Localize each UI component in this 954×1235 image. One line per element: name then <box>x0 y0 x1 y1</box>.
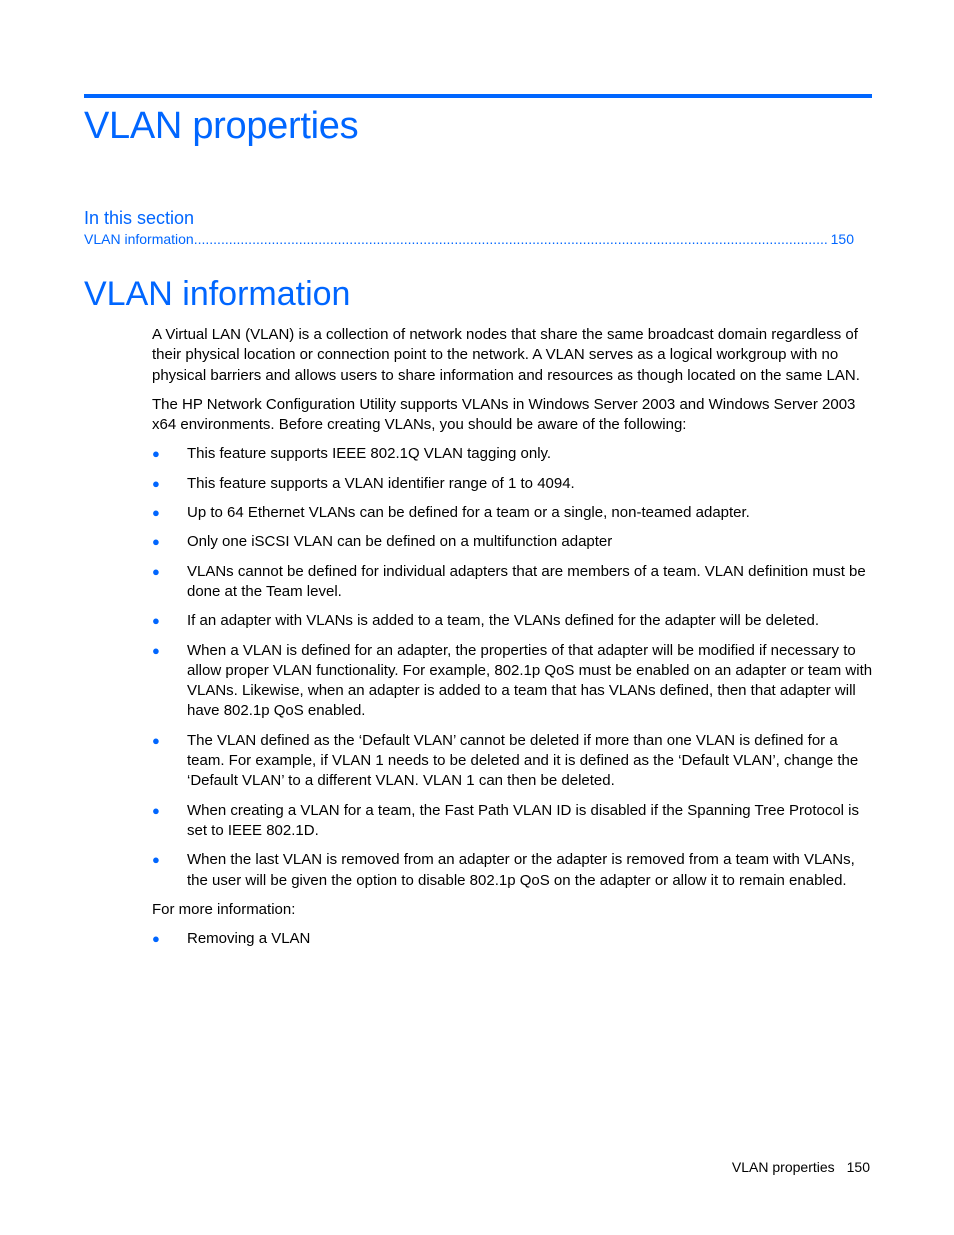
paragraph: A Virtual LAN (VLAN) is a collection of network nodes that share the same broadcast domain regardless of their physical location or connection point to the network. A VLAN serves as a logical workgroup with no physical barriers and allows users to share information and resources as though located on the same LAN. <box>152 326 860 384</box>
considerations-list <box>152 444 874 890</box>
list-item <box>152 474 874 494</box>
list-item-text: Only one iSCSI VLAN can be defined on a multifunction adapter <box>187 533 613 551</box>
more-info-link[interactable]: Removing a VLAN <box>187 930 311 948</box>
list-item-text: VLANs cannot be defined for individual adapters that are members of a team. VLAN definition must be done at the Team level. <box>187 562 866 600</box>
chapter-rule <box>84 94 872 98</box>
toc-entry-page[interactable]: 150 <box>830 231 854 247</box>
list-item <box>152 850 874 891</box>
list-item-text: When the last VLAN is removed from an adapter or the adapter is removed from a team with VLANs, the user will be given the option to disable 802.1p QoS on the adapter or allow it to remain enabled. <box>187 851 855 889</box>
more-info-list <box>152 929 874 949</box>
list-item <box>152 641 874 722</box>
list-item-text: When a VLAN is defined for an adapter, the properties of that adapter will be modified if necessary to allow proper VLAN functionality. For example, 802.1p QoS must be enabled on an adapter or team with VLANs. Likewise, when an adapter is added to a team that has VLANs defined, then that adapter will have 802.1p QoS enabled. <box>187 641 873 720</box>
list-item[interactable] <box>152 929 874 949</box>
bullet-icon: ● <box>152 852 160 868</box>
bullet-icon: ● <box>152 802 160 818</box>
footer-label: VLAN properties <box>731 1159 835 1175</box>
bullet-icon: ● <box>152 732 160 748</box>
list-item <box>152 562 874 603</box>
bullet-icon: ● <box>152 642 160 658</box>
toc-entry-vlan-information[interactable] <box>84 230 854 248</box>
footer-page-number: 150 <box>846 1159 870 1175</box>
list-item-text: Up to 64 Ethernet VLANs can be defined for a team or a single, non-teamed adapter. <box>187 504 750 522</box>
toc-entry-label[interactable]: VLAN information <box>84 231 194 247</box>
list-item-text: When creating a VLAN for a team, the Fast Path VLAN ID is disabled if the Spanning Tree Protocol is set to IEEE 802.1D. <box>187 801 860 839</box>
section-body <box>152 325 874 958</box>
page-footer <box>732 1157 870 1177</box>
bullet-icon: ● <box>152 505 160 521</box>
paragraph: The HP Network Configuration Utility supports VLANs in Windows Server 2003 and Windows Server 2003 x64 environments. Before creating VLANs, you should be aware of the following: <box>152 395 856 434</box>
bullet-icon: ● <box>152 475 160 491</box>
list-item-text: This feature supports a VLAN identifier range of 1 to 4094. <box>187 474 575 492</box>
bullet-icon: ● <box>152 613 160 629</box>
list-item <box>152 801 874 842</box>
more-info-label: For more information: <box>152 900 296 918</box>
list-item <box>152 444 874 464</box>
list-item <box>152 503 874 523</box>
list-item-text: If an adapter with VLANs is added to a team, the VLANs defined for the adapter will be deleted. <box>187 612 820 630</box>
list-item-text: This feature supports IEEE 802.1Q VLAN tagging only. <box>187 445 552 463</box>
bullet-icon: ● <box>152 563 160 579</box>
bullet-icon: ● <box>152 534 160 550</box>
bullet-icon: ● <box>152 446 160 462</box>
bullet-icon: ● <box>152 931 160 947</box>
list-item <box>152 611 874 631</box>
list-item-text: The VLAN defined as the ‘Default VLAN’ cannot be deleted if more than one VLAN is defined for a team. For example, if VLAN 1 needs to be deleted and it is defined as the ‘Default VLAN’, change the ‘Default VLAN’ to a different VLAN. VLAN 1 can then be deleted. <box>187 731 859 790</box>
list-item <box>152 731 874 792</box>
toc-leader-dots <box>194 230 827 248</box>
section-title: VLAN information <box>84 275 351 313</box>
list-item <box>152 532 874 552</box>
toc-heading: In this section <box>84 208 195 228</box>
chapter-title: VLAN properties <box>84 105 359 147</box>
